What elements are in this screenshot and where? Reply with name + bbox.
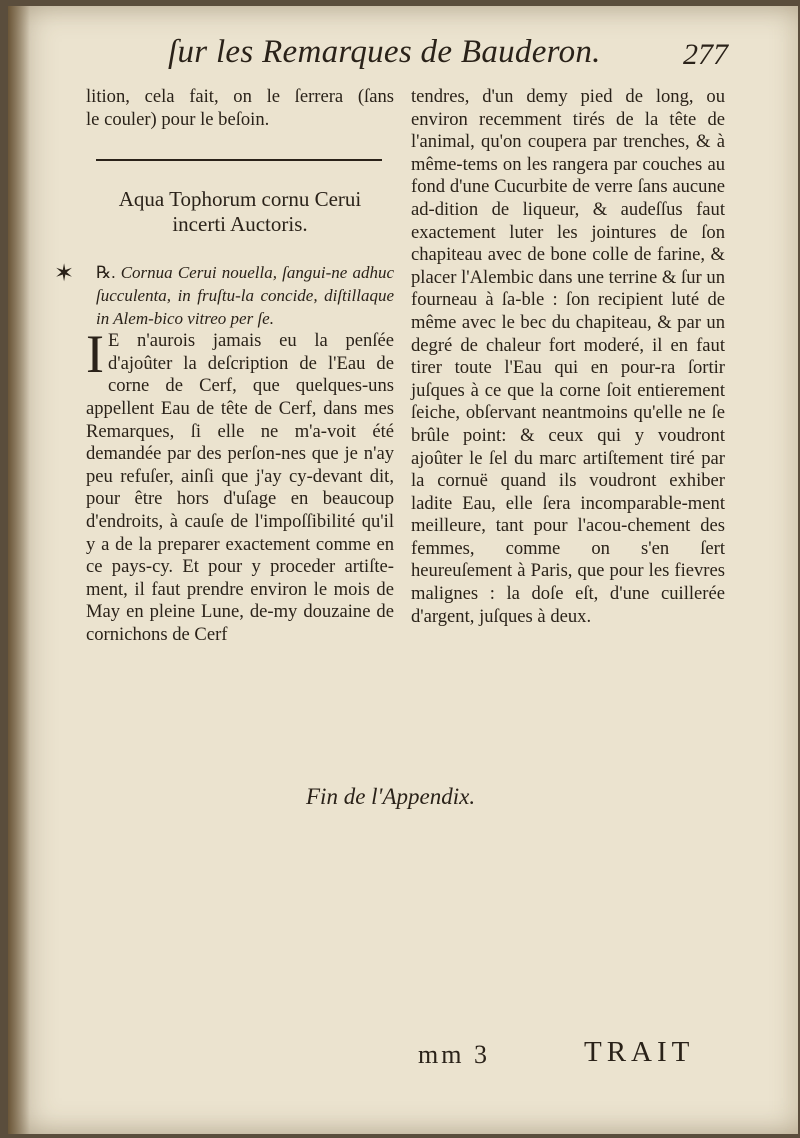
recipe-paragraph <box>54 261 395 330</box>
recipe-symbol: ℞. <box>96 263 116 283</box>
page-number: 277 <box>683 38 728 71</box>
left-body: E n'aurois jamais eu la penſée d'ajoûter la deſcription de l'Eau de corne de Cerf, que quelques-uns appellent Eau de tête de Cerf, dans mes Remarques, ſi elle ne m'a-voit été demandée par des perſon-nes que je n'ay peu refuſer, ainſi que j'ay cy-devant dit, pour être hors d'uſage en beaucoup d'endroits, à cauſe de l'impoſſibilité qu'il y a de la preparer exactement comme en ce pays-cy. Et pour y proceder artiſte-ment, il faut prendre environ le mois de May en pleine Lune, de-my douzaine de cornichons de Cerf <box>86 330 394 645</box>
catchword: TRAIT <box>584 1036 695 1068</box>
left-body-text <box>86 324 394 646</box>
end-of-appendix: Fin de l'Appendix. <box>306 784 476 809</box>
left-column <box>54 86 395 647</box>
running-title: ſur les Remarques de Bauderon. <box>168 34 601 70</box>
section-title <box>86 187 394 237</box>
page-header <box>168 34 728 78</box>
right-column <box>411 86 725 628</box>
signature-mark: mm 3 <box>418 1040 490 1069</box>
opening-line-2: le couler) pour le beſoin. <box>86 108 270 130</box>
right-body-text: tendres, d'un demy pied de long, ou environ recemment tirés de la tête de l'animal, qu'on coupera par trenches, & à même-tems on les rangera par couches au fond d'une Cucurbite de verre ſans aucune ad-dition de liqueur, & audeſſus faut exactement luter les jointures de ſon chapiteau avec de bone colle de farine, & placer l'Alembic dans une terrine & ſur un fourneau à ſa-ble : ſon recipient luté de même avec le bec du chapiteau, & par un degré de chaleur fort moderé, il en faut tirer toute l'Eau qui en pour-ra ſortir juſques à ce que la corne ſoit entierement ſeiche, obſervant neantmoins qu'elle ne ſe brûle point: & ceux qui y voudront ajoûter le ſel du marc artiſtement tiré par la cornuë quand ils voudront exhiber ladite Eau, elle ſera incomparable-ment meilleure, tant pour l'acou-chement des femmes, comme on s'en ſert heureuſement à Paris, que pour les fievres malignes : la doſe eſt, d'une cuillerée d'argent, juſques à deux. <box>411 86 725 627</box>
section-title-line-1: Aqua Tophorum cornu Cerui <box>118 187 362 212</box>
opening-line-1: lition, cela fait, on le ſerrera (ſans <box>86 86 394 107</box>
page-gutter <box>8 6 30 1134</box>
book-page <box>8 6 798 1134</box>
section-divider <box>96 159 382 161</box>
drop-cap: I <box>86 324 104 385</box>
margin-asterisk-mark: ✶ <box>54 261 75 288</box>
section-title-line-2: incerti Auctoris. <box>172 212 308 237</box>
recipe-text: Cornua Cerui nouella, ſangui-ne adhuc ſucculenta, in fruſtu-la concide, diſtillaque in Alem-bico vitreo per ſe. <box>96 263 395 329</box>
